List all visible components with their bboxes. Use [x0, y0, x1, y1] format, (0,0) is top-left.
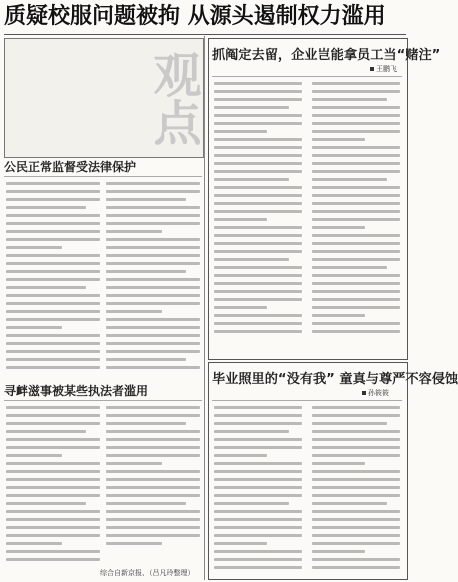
right-article-1-title: 抓阄定去留，企业岂能拿员工当“赌注” [212, 48, 441, 63]
intro-text [10, 44, 130, 152]
right-article-1-text-col-a [214, 82, 302, 354]
section1-text-col-a [6, 182, 100, 382]
right-article-2-author: 孙筱筱 [368, 389, 389, 397]
right-article-1-rule [212, 76, 402, 77]
headline-rule [4, 34, 406, 35]
right-article-1-byline [370, 64, 397, 74]
right-article-1-text-col-b [312, 82, 400, 354]
right-article-2-text-col-a [214, 406, 302, 574]
section1-rule [4, 176, 202, 177]
section1-title: 公民正常监督受法律保护 [4, 160, 137, 174]
section1-text-col-b [106, 182, 200, 382]
byline-square-icon [362, 391, 366, 395]
section2-text-col-b [106, 406, 200, 554]
column-divider [204, 36, 205, 580]
section2-footnote: 综合自新京报、（吕凡玲整理） [100, 569, 195, 577]
right-article-2-rule [212, 400, 402, 401]
right-article-2-title: 毕业照里的“没有我” 童真与尊严不容侵蚀 [212, 372, 458, 387]
right-article-2-text-col-b [312, 406, 400, 574]
byline-square-icon [370, 67, 374, 71]
right-article-1-author: 王鹏飞 [376, 65, 397, 73]
section2-text-col-a [6, 406, 100, 566]
page-headline: 质疑校服问题被拘 从源头遏制权力滥用 [4, 4, 386, 29]
section-watermark: 观点 [145, 50, 201, 146]
right-article-2-byline [362, 388, 389, 398]
section2-rule [4, 400, 202, 401]
section2-title: 寻衅滋事被某些执法者滥用 [4, 384, 149, 398]
